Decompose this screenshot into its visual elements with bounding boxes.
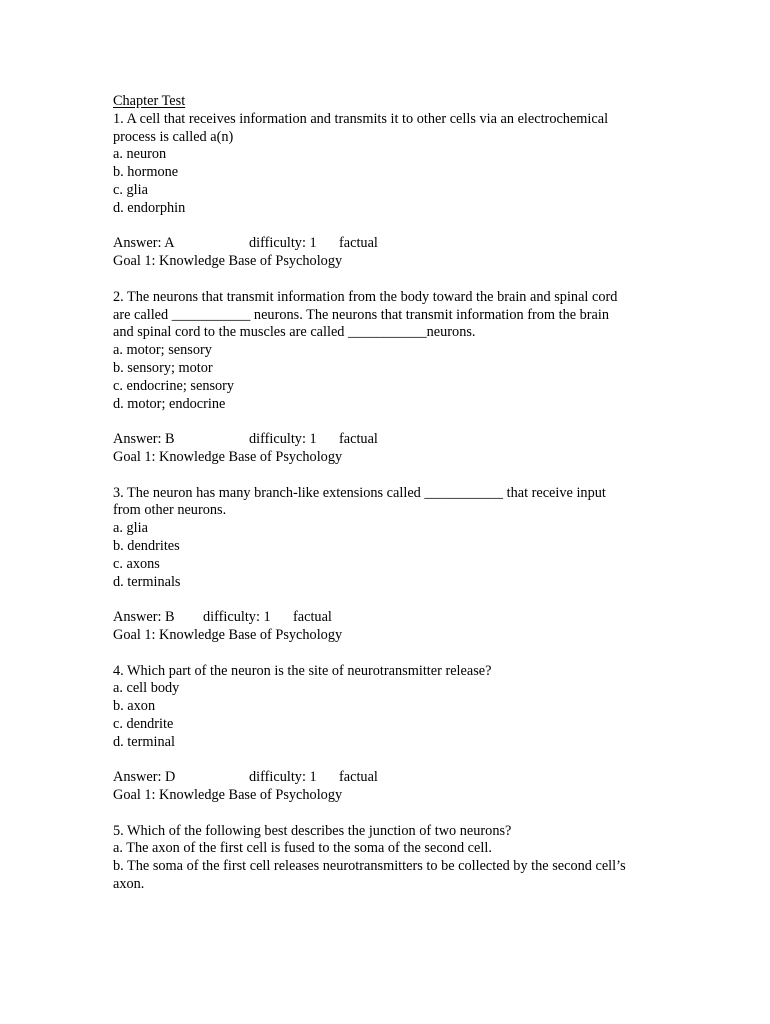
answer-option: d. endorphin bbox=[113, 199, 186, 216]
question-stem-line: 3. The neuron has many branch-like extensions called ___________ that receive input bbox=[113, 484, 606, 501]
answer-option: b. The soma of the first cell releases neurotransmitters to be collected by the second cell’s bbox=[113, 858, 626, 875]
question-1 bbox=[113, 111, 673, 289]
answer-option: a. glia bbox=[113, 520, 148, 537]
question-stem-line: process is called a(n) bbox=[113, 128, 234, 145]
spacer bbox=[113, 218, 673, 236]
answer-option: d. motor; endocrine bbox=[113, 395, 226, 412]
answer-option: b. dendrites bbox=[113, 537, 180, 554]
question-stem-line: 4. Which part of the neuron is the site of neurotransmitter release? bbox=[113, 662, 492, 679]
answer-option: b. sensory; motor bbox=[113, 359, 213, 376]
question-type-label: factual bbox=[293, 609, 332, 626]
difficulty-label: difficulty: 1 bbox=[249, 769, 317, 786]
answer-option: c. dendrite bbox=[113, 715, 174, 732]
question-2 bbox=[113, 289, 673, 485]
spacer bbox=[113, 645, 673, 663]
question-5 bbox=[113, 823, 673, 894]
spacer bbox=[113, 271, 673, 289]
question-stem-line: 5. Which of the following best describes the junction of two neurons? bbox=[113, 822, 512, 839]
answer-label: Answer: D bbox=[113, 769, 176, 786]
answer-option: b. axon bbox=[113, 698, 156, 715]
answer-key-line bbox=[113, 235, 673, 253]
answer-option: c. axons bbox=[113, 555, 160, 572]
difficulty-label: difficulty: 1 bbox=[203, 609, 271, 626]
answer-key-line bbox=[113, 609, 673, 627]
answer-option: c. endocrine; sensory bbox=[113, 377, 235, 394]
question-3 bbox=[113, 485, 673, 663]
goal-label: Goal 1: Knowledge Base of Psychology bbox=[113, 626, 343, 643]
answer-label: Answer: B bbox=[113, 609, 175, 626]
goal-label: Goal 1: Knowledge Base of Psychology bbox=[113, 787, 343, 804]
answer-key-line bbox=[113, 769, 673, 787]
answer-key-line bbox=[113, 431, 673, 449]
question-stem-line: 1. A cell that receives information and transmits it to other cells via an electrochemical bbox=[113, 110, 609, 127]
spacer bbox=[113, 467, 673, 485]
spacer bbox=[113, 591, 673, 609]
spacer bbox=[113, 751, 673, 769]
question-stem-line: are called ___________ neurons. The neurons that transmit information from the brain bbox=[113, 306, 610, 323]
goal-label: Goal 1: Knowledge Base of Psychology bbox=[113, 448, 343, 465]
spacer bbox=[113, 805, 673, 823]
answer-option: d. terminals bbox=[113, 573, 181, 590]
question-4 bbox=[113, 663, 673, 823]
question-stem-line: and spinal cord to the muscles are called ___________neurons. bbox=[113, 324, 476, 341]
answer-option: c. glia bbox=[113, 181, 148, 198]
answer-label: Answer: B bbox=[113, 431, 175, 448]
answer-option: d. terminal bbox=[113, 733, 175, 750]
question-stem-line: 2. The neurons that transmit information from the body toward the brain and spinal cord bbox=[113, 288, 618, 305]
question-type-label: factual bbox=[339, 431, 378, 448]
difficulty-label: difficulty: 1 bbox=[249, 431, 317, 448]
answer-option: a. neuron bbox=[113, 146, 167, 163]
page-title: Chapter Test bbox=[113, 93, 186, 109]
answer-label: Answer: A bbox=[113, 235, 175, 252]
difficulty-label: difficulty: 1 bbox=[249, 235, 317, 252]
answer-option: a. The axon of the first cell is fused to the soma of the second cell. bbox=[113, 840, 492, 857]
answer-option: a. motor; sensory bbox=[113, 342, 212, 359]
question-type-label: factual bbox=[339, 769, 378, 786]
answer-option: b. hormone bbox=[113, 164, 179, 181]
answer-option: a. cell body bbox=[113, 680, 180, 697]
answer-option: axon. bbox=[113, 876, 145, 893]
goal-label: Goal 1: Knowledge Base of Psychology bbox=[113, 253, 343, 270]
document-page bbox=[113, 93, 673, 894]
spacer bbox=[113, 413, 673, 431]
question-stem-line: from other neurons. bbox=[113, 502, 227, 519]
question-type-label: factual bbox=[339, 235, 378, 252]
